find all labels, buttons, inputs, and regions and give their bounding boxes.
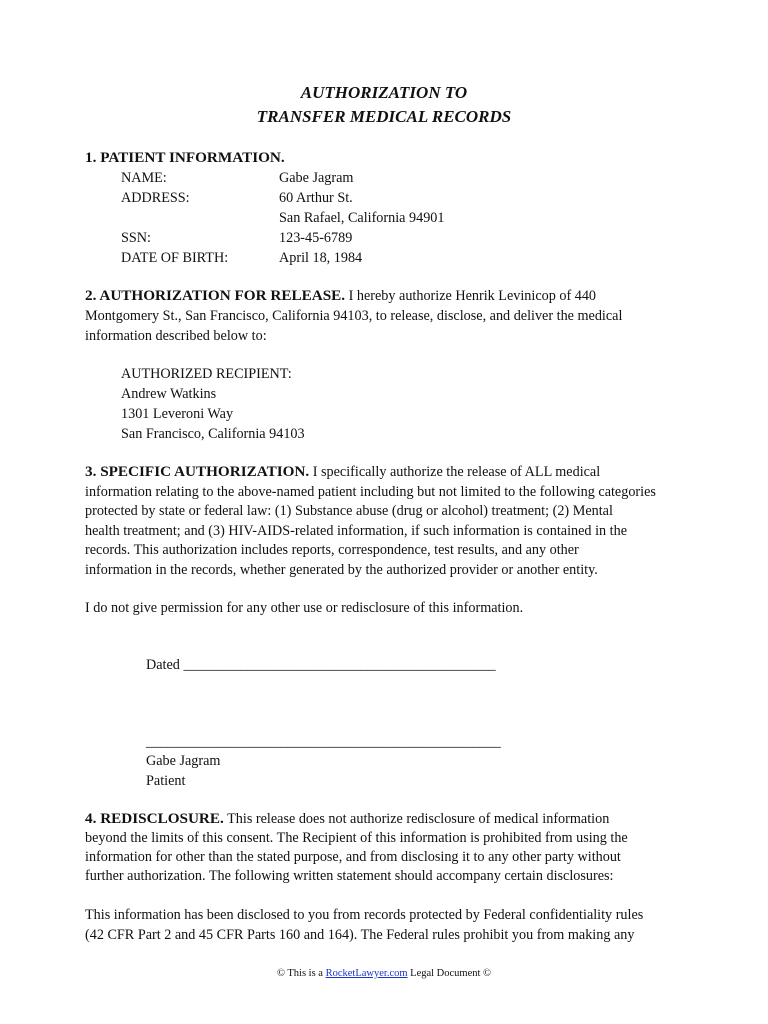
footer-prefix: © This is a — [276, 968, 326, 979]
footer-suffix: Legal Document © — [407, 968, 492, 979]
recipient-address1: 1301 Leveroni Way — [121, 406, 234, 422]
name-value: Gabe Jagram — [279, 170, 354, 186]
section2-heading: 2. AUTHORIZATION FOR RELEASE. — [85, 287, 346, 304]
section2-text-line2: Montgomery St., San Francisco, California 94103, to release, disclose, and deliver the medical — [85, 308, 623, 324]
section3-paragraph-line1 — [85, 462, 600, 482]
section4-text-line3: information for other than the stated purpose, and from disclosing it to any other party without — [85, 849, 621, 865]
section3-heading: 3. SPECIFIC AUTHORIZATION. — [85, 463, 310, 480]
section1-heading: 1. PATIENT INFORMATION. — [85, 149, 285, 166]
recipient-name: Andrew Watkins — [121, 386, 217, 402]
name-label: NAME: — [121, 170, 167, 186]
ssn-value: 123-45-6789 — [279, 230, 353, 246]
signature-line[interactable]: __________________________________________________ — [146, 734, 501, 750]
section4-paragraph-line1 — [85, 809, 609, 829]
dob-value: April 18, 1984 — [279, 250, 363, 266]
section3-text-line2: information relating to the above-named patient including but not limited to the following categories — [85, 484, 656, 500]
section4-text-line4: further authorization. The following written statement should accompany certain disclosures: — [85, 868, 614, 884]
ssn-label: SSN: — [121, 230, 151, 246]
dated-label: Dated — [146, 657, 180, 673]
section2-text-line3: information described below to: — [85, 328, 267, 344]
signer-role: Patient — [146, 773, 186, 789]
address-line2: San Rafael, California 94901 — [279, 210, 445, 226]
dated-field[interactable] — [146, 655, 496, 675]
dob-label: DATE OF BIRTH: — [121, 250, 229, 266]
page-footer — [0, 967, 768, 981]
disclosure-statement-line2: (42 CFR Part 2 and 45 CFR Parts 160 and 164). The Federal rules prohibit you from making any — [85, 927, 635, 943]
dated-line[interactable]: ____________________________________________ — [183, 657, 496, 673]
recipient-address2: San Francisco, California 94103 — [121, 426, 305, 442]
recipient-label: AUTHORIZED RECIPIENT: — [121, 366, 292, 382]
section4-heading: 4. REDISCLOSURE. — [85, 810, 224, 827]
document-title-line2: TRANSFER MEDICAL RECORDS — [256, 107, 512, 126]
section4-text-line1: This release does not authorize redisclosure of medical information — [227, 811, 610, 827]
disclosure-statement-line1: This information has been disclosed to you from records protected by Federal confidentiality rules — [85, 907, 644, 923]
section3-text-line1: I specifically authorize the release of ALL medical — [312, 464, 601, 480]
address-label: ADDRESS: — [121, 190, 190, 206]
section3-text-line6: information in the records, whether generated by the authorized provider or another entity. — [85, 562, 598, 578]
no-permission-statement: I do not give permission for any other use or redisclosure of this information. — [85, 600, 524, 616]
section2-text-line1: I hereby authorize Henrik Levinicop of 440 — [348, 288, 597, 304]
address-line1: 60 Arthur St. — [279, 190, 353, 206]
section3-text-line4: health treatment; and (3) HIV-AIDS-related information, if such information is contained in the — [85, 523, 627, 539]
rocketlawyer-link[interactable]: RocketLawyer.com — [325, 968, 408, 979]
section3-text-line5: records. This authorization includes reports, correspondence, test results, and any other — [85, 542, 579, 558]
signer-name: Gabe Jagram — [146, 753, 221, 769]
section2-paragraph-line1 — [85, 286, 596, 306]
document-title-line1: AUTHORIZATION TO — [300, 83, 468, 102]
section3-text-line3: protected by state or federal law: (1) Substance abuse (drug or alcohol) treatment; (2) Mental — [85, 503, 613, 519]
section4-text-line2: beyond the limits of this consent. The Recipient of this information is prohibited from using the — [85, 830, 628, 846]
